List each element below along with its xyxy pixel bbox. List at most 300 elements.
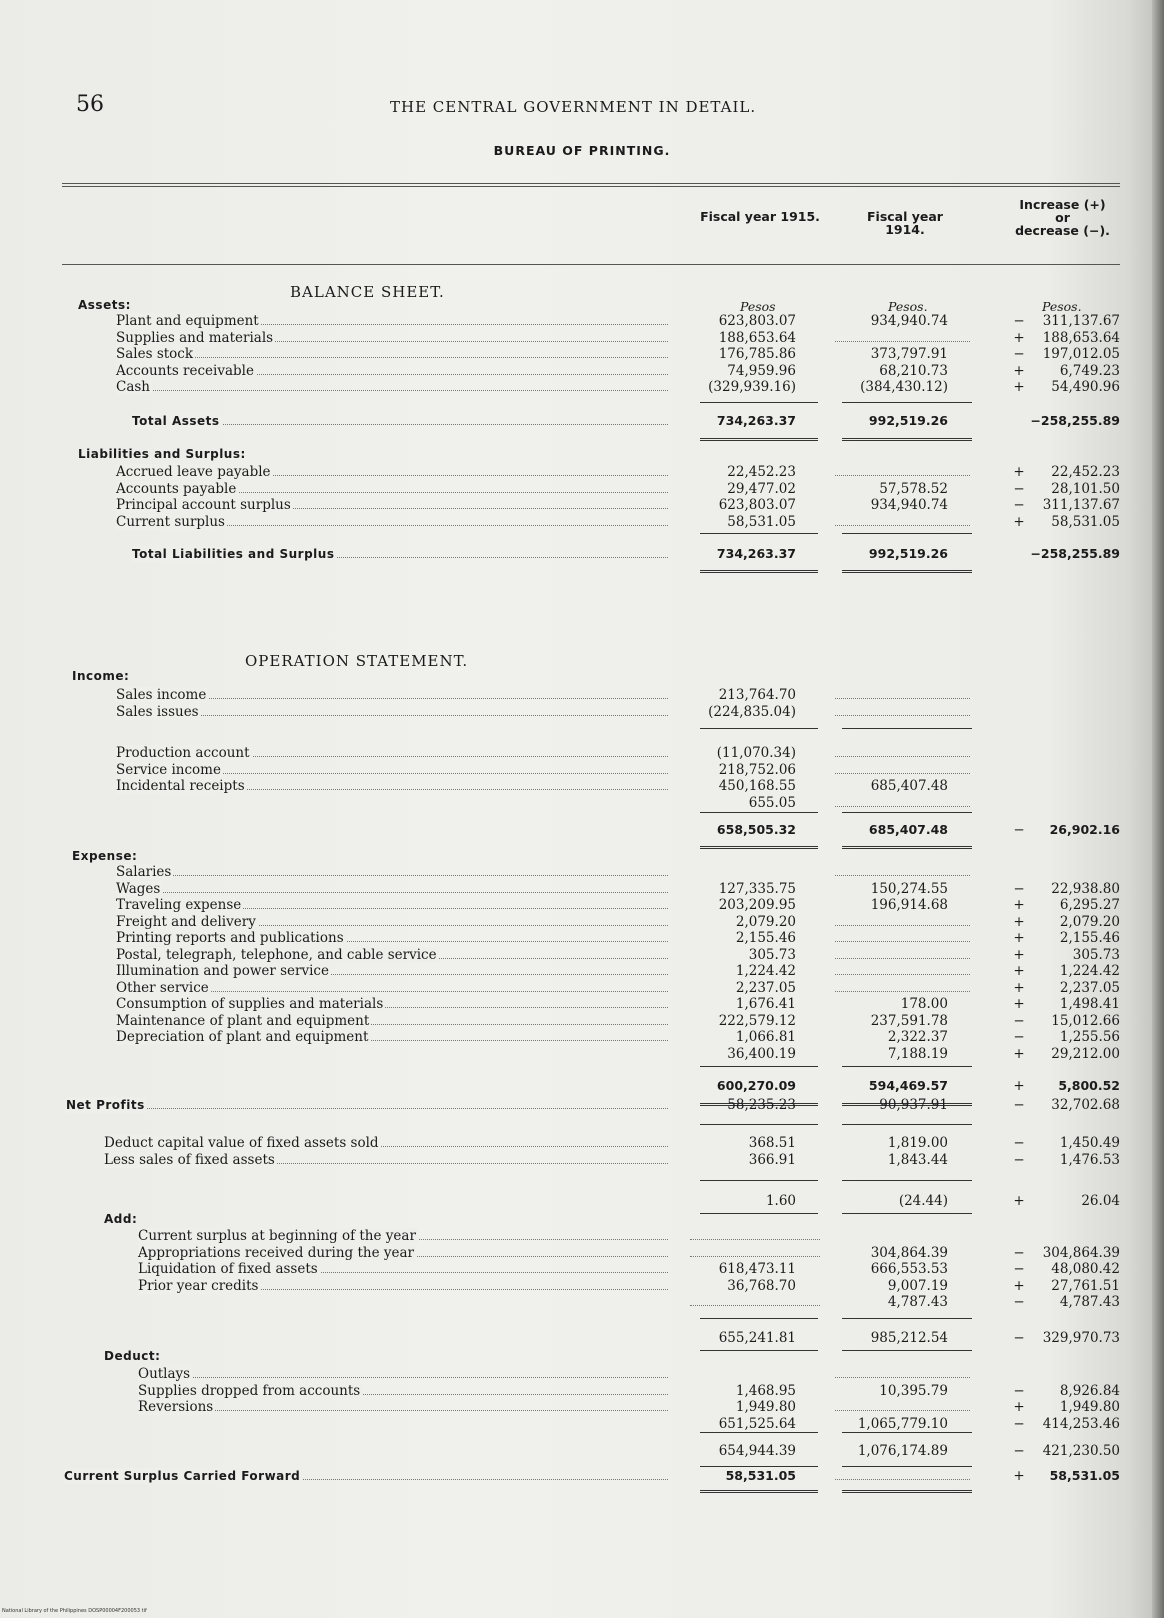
- value-1914: 666,553.53: [870, 1261, 948, 1277]
- value-1915: 58,531.05: [725, 1468, 796, 1483]
- blank-leader-1914: [835, 715, 970, 716]
- value-1915: 618,473.11: [718, 1261, 796, 1277]
- blank-leader-1914: [835, 941, 970, 942]
- change-sign: +: [1013, 979, 1025, 996]
- row-label-wrap: [116, 363, 668, 379]
- sum-rule: [700, 812, 818, 813]
- blank-leader-1914: [835, 475, 970, 476]
- value-change: 22,452.23: [1051, 464, 1120, 480]
- sum-rule: [842, 1432, 972, 1433]
- page-number: 56: [76, 92, 104, 117]
- value-1915: 58,235.23: [727, 1097, 796, 1113]
- leader-dots: [116, 892, 668, 893]
- blank-leader-1914: [835, 1377, 970, 1378]
- add-row: [0, 1245, 1164, 1261]
- change-sign: −: [1013, 1330, 1025, 1346]
- row-label: Service income: [116, 761, 221, 778]
- row-label: Accounts receivable: [116, 362, 254, 379]
- value-1915: 218,752.06: [718, 761, 796, 778]
- sum-rule: [700, 1180, 818, 1181]
- expense-row: [0, 996, 1164, 1012]
- row-label-wrap: [116, 346, 668, 362]
- value-change: 188,653.64: [1042, 329, 1120, 346]
- blank-leader-1915: [690, 1239, 820, 1240]
- row-label: Illumination and power service: [116, 963, 329, 979]
- value-1914: 992,519.26: [868, 546, 948, 561]
- sum-rule: [842, 1466, 972, 1467]
- row-label-wrap: [116, 464, 668, 480]
- row-label-wrap: [116, 481, 668, 497]
- change-sign: −: [1013, 1415, 1025, 1432]
- carried-forward-row: [0, 1468, 1164, 1484]
- value-1915: 734,263.37: [716, 413, 796, 428]
- change-sign: −: [1013, 1294, 1025, 1310]
- row-label-wrap: [116, 881, 668, 897]
- deduct-row: [0, 1383, 1164, 1399]
- value-1915: 188,653.64: [718, 329, 796, 346]
- column-header-1914: Fiscal year 1914.: [867, 209, 943, 237]
- double-rule: [700, 1490, 818, 1493]
- value-1914: 685,407.48: [868, 822, 948, 837]
- sum-rule: [842, 533, 972, 534]
- blank-leader-1914: [835, 341, 970, 342]
- value-change: 305.73: [1072, 946, 1120, 963]
- net-profits-row: [0, 1097, 1164, 1113]
- expense-heading-text: Expense:: [72, 849, 138, 863]
- unit-1914: Pesos.: [888, 299, 928, 314]
- row-label-wrap: [116, 897, 668, 913]
- value-1915: 74,959.96: [727, 362, 796, 379]
- value-1914: 985,212.54: [870, 1330, 948, 1346]
- change-sign: +: [1013, 1045, 1025, 1062]
- column-header-1915: Fiscal year 1915.: [700, 209, 820, 224]
- asset-row: [0, 313, 1164, 329]
- row-label: Accrued leave payable: [116, 464, 271, 480]
- row-label-wrap: [138, 1278, 668, 1294]
- change-sign: +: [1013, 1468, 1025, 1484]
- value-1914: 7,188.19: [887, 1045, 948, 1062]
- value-1915: 654,944.39: [718, 1443, 796, 1459]
- change-sign: −: [1013, 1012, 1025, 1029]
- double-rule: [842, 570, 972, 573]
- value-change: 1,949.80: [1059, 1399, 1120, 1415]
- blank-leader-1915: [690, 1305, 820, 1306]
- value-1915: 305.73: [748, 946, 796, 963]
- row-label: Deduct capital value of fixed assets sold: [104, 1135, 379, 1151]
- income-row: [0, 687, 1164, 703]
- blank-leader-1914: [835, 773, 970, 774]
- value-change: 5,800.52: [1058, 1078, 1120, 1093]
- value-1914: 10,395.79: [879, 1382, 948, 1399]
- row-label-wrap: [116, 996, 668, 1012]
- row-label: Liquidation of fixed assets: [138, 1261, 318, 1277]
- row-label: Incidental receipts: [116, 778, 245, 794]
- sum-rule: [700, 402, 818, 403]
- value-1915: 1,468.95: [735, 1382, 796, 1399]
- double-rule: [700, 570, 818, 573]
- deduct-total-row: [0, 1443, 1164, 1459]
- value-1915: 623,803.07: [718, 497, 796, 513]
- row-label: Plant and equipment: [116, 313, 259, 329]
- sum-rule: [700, 1318, 818, 1319]
- blank-leader-1914: [835, 925, 970, 926]
- leader-dots: [116, 390, 668, 391]
- sum-rule: [842, 812, 972, 813]
- change-sign: +: [1013, 464, 1025, 480]
- add-row: [0, 1278, 1164, 1294]
- change-sign: +: [1013, 1399, 1025, 1415]
- value-change: 1,255.56: [1059, 1029, 1120, 1045]
- income-heading: [0, 668, 1164, 684]
- leader-dots: [116, 875, 668, 876]
- change-sign: +: [1013, 946, 1025, 963]
- sum-rule: [842, 1180, 972, 1181]
- income-row: [0, 704, 1164, 720]
- value-1914: 68,210.73: [879, 362, 948, 379]
- blank-leader-1914: [835, 756, 970, 757]
- fixed-total-row: [0, 1193, 1164, 1209]
- row-label: Production account: [116, 745, 250, 761]
- unit-change: Pesos.: [1042, 299, 1082, 314]
- blank-leader-1915: [690, 1256, 820, 1257]
- value-change: 2,237.05: [1059, 979, 1120, 996]
- value-change: 6,295.27: [1059, 897, 1120, 913]
- liability-row: [0, 481, 1164, 497]
- add-total-row: [0, 1330, 1164, 1346]
- deduct-row: [0, 1416, 1164, 1432]
- value-change: −258,255.89: [1030, 546, 1120, 561]
- expense-total-row: [0, 1078, 1164, 1094]
- row-label: Freight and delivery: [116, 913, 256, 930]
- value-1914: 373,797.91: [870, 346, 948, 362]
- change-sign: −: [1013, 1135, 1025, 1151]
- add-row: [0, 1228, 1164, 1244]
- value-1914: 237,591.78: [870, 1012, 948, 1029]
- total-liabilities-row: [0, 546, 1164, 562]
- change-sign: +: [1013, 913, 1025, 930]
- value-1915: 734,263.37: [716, 546, 796, 561]
- value-change: 28,101.50: [1051, 480, 1120, 497]
- value-change: 311,137.67: [1042, 313, 1120, 329]
- deduct-row: [0, 1366, 1164, 1382]
- expense-row: [0, 947, 1164, 963]
- row-label-wrap: [116, 980, 668, 996]
- row-label-wrap: [66, 1097, 668, 1113]
- liabilities-heading: [0, 446, 1164, 462]
- liability-row: [0, 497, 1164, 513]
- value-1915: 1,224.42: [735, 963, 796, 979]
- row-label-wrap: [116, 914, 668, 930]
- row-label: Postal, telegraph, telephone, and cable service: [116, 946, 437, 963]
- row-label-wrap: [116, 379, 668, 395]
- change-sign: −: [1013, 1261, 1025, 1277]
- value-change: 1,476.53: [1059, 1151, 1120, 1168]
- value-1915: 127,335.75: [718, 880, 796, 897]
- value-1915: 36,400.19: [727, 1045, 796, 1062]
- blank-leader-1914: [835, 1479, 970, 1480]
- expense-row: [0, 1046, 1164, 1062]
- value-change: 421,230.50: [1042, 1443, 1120, 1459]
- total-assets-row: [0, 413, 1164, 429]
- value-1914: 1,065,779.10: [857, 1415, 948, 1432]
- value-change: 26,902.16: [1049, 822, 1120, 837]
- value-change: −258,255.89: [1030, 413, 1120, 428]
- change-sign: +: [1013, 1277, 1025, 1294]
- value-1915: (329,939.16): [708, 379, 796, 395]
- row-label: Maintenance of plant and equipment: [116, 1012, 370, 1029]
- row-label-wrap: [116, 930, 668, 946]
- value-1914: 196,914.68: [870, 897, 948, 913]
- add-row: [0, 1294, 1164, 1310]
- sum-rule: [842, 1066, 972, 1067]
- balance-sheet-title: BALANCE SHEET.: [290, 283, 445, 301]
- running-head: THE CENTRAL GOVERNMENT IN DETAIL.: [390, 98, 757, 116]
- leader-dots: [116, 357, 668, 358]
- row-label: Principal account surplus: [116, 497, 291, 513]
- change-sign: −: [1013, 1382, 1025, 1399]
- change-sign: +: [1013, 996, 1025, 1012]
- value-change: 311,137.67: [1042, 497, 1120, 513]
- double-rule: [842, 1490, 972, 1493]
- value-1914: 90,937.91: [879, 1097, 948, 1113]
- row-label: Supplies and materials: [116, 329, 274, 346]
- value-1915: 368.51: [748, 1135, 796, 1151]
- row-label: Cash: [116, 379, 151, 395]
- row-label: Sales stock: [116, 346, 194, 362]
- blank-leader-1914: [835, 525, 970, 526]
- row-label: Total Assets: [132, 414, 220, 428]
- value-change: 58,531.05: [1051, 513, 1120, 530]
- value-1915: 655,241.81: [718, 1330, 796, 1346]
- fixed-asset-row: [0, 1152, 1164, 1168]
- change-sign: −: [1013, 1029, 1025, 1045]
- value-change: 48,080.42: [1051, 1261, 1120, 1277]
- row-label: Accounts payable: [116, 480, 237, 497]
- asset-row: [0, 330, 1164, 346]
- sum-rule: [700, 1066, 818, 1067]
- row-label-wrap: [116, 514, 668, 530]
- value-change: 54,490.96: [1051, 379, 1120, 395]
- row-label: Traveling expense: [116, 897, 242, 913]
- row-label-wrap: [116, 313, 668, 329]
- expense-row: [0, 1029, 1164, 1045]
- value-1914: 150,274.55: [870, 880, 948, 897]
- expense-row: [0, 1013, 1164, 1029]
- row-label-wrap: [132, 546, 668, 562]
- change-sign: −: [1013, 1244, 1025, 1261]
- value-change: 1,498.41: [1059, 996, 1120, 1012]
- add-heading-text: Add:: [104, 1212, 138, 1226]
- value-change: 6,749.23: [1059, 362, 1120, 379]
- value-1915: 658,505.32: [716, 822, 796, 837]
- change-sign: −: [1013, 346, 1025, 362]
- value-1915: 1,066.81: [735, 1029, 796, 1045]
- change-sign: +: [1013, 897, 1025, 913]
- row-label: Net Profits: [66, 1098, 145, 1112]
- top-rule-2: [62, 186, 1120, 187]
- value-1914: 9,007.19: [887, 1277, 948, 1294]
- double-rule: [700, 438, 818, 441]
- value-change: 22,938.80: [1051, 880, 1120, 897]
- value-1915: 600,270.09: [716, 1078, 796, 1093]
- value-change: 4,787.43: [1059, 1294, 1120, 1310]
- row-label-wrap: [116, 1029, 668, 1045]
- row-label-wrap: [116, 687, 668, 703]
- value-1914: 685,407.48: [870, 778, 948, 794]
- expense-row: [0, 963, 1164, 979]
- assets-heading: [0, 297, 1164, 313]
- value-1915: 2,079.20: [735, 913, 796, 930]
- leader-dots: [138, 1410, 668, 1411]
- row-label: Consumption of supplies and materials: [116, 996, 384, 1012]
- row-label: Other service: [116, 979, 209, 996]
- value-1914: 178.00: [900, 996, 948, 1012]
- expense-row: [0, 881, 1164, 897]
- row-label-wrap: [138, 1228, 668, 1244]
- expense-row: [0, 897, 1164, 913]
- value-1915: 2,155.46: [735, 930, 796, 946]
- value-change: 197,012.05: [1042, 346, 1120, 362]
- income-row: [0, 778, 1164, 794]
- blank-leader-1914: [835, 1410, 970, 1411]
- row-label: Total Liabilities and Surplus: [132, 547, 335, 561]
- blank-leader-1914: [835, 958, 970, 959]
- value-change: 8,926.84: [1059, 1382, 1120, 1399]
- value-1914: 57,578.52: [879, 480, 948, 497]
- row-label-wrap: [116, 778, 668, 794]
- blank-leader-1914: [835, 698, 970, 699]
- row-label-wrap: [64, 1468, 668, 1484]
- value-1915: 1,949.80: [735, 1399, 796, 1415]
- row-label-wrap: [104, 1135, 668, 1151]
- leader-dots: [66, 1108, 668, 1109]
- deduct-row: [0, 1399, 1164, 1415]
- column-header-change: Increase (+) or decrease (−).: [1015, 197, 1110, 238]
- double-rule: [842, 438, 972, 441]
- value-change: 15,012.66: [1051, 1012, 1120, 1029]
- row-label-wrap: [138, 1366, 668, 1382]
- change-sign: +: [1013, 1193, 1025, 1209]
- expense-row: [0, 980, 1164, 996]
- row-label-wrap: [116, 330, 668, 346]
- change-sign: −: [1013, 1443, 1025, 1459]
- unit-1915: Pesos: [740, 299, 776, 314]
- row-label-wrap: [116, 497, 668, 513]
- income-total-row: [0, 822, 1164, 838]
- change-sign: −: [1013, 1151, 1025, 1168]
- sum-rule: [700, 1124, 818, 1125]
- liability-row: [0, 514, 1164, 530]
- change-sign: −: [1013, 480, 1025, 497]
- value-change: 2,079.20: [1059, 913, 1120, 930]
- value-1915: 203,209.95: [718, 897, 796, 913]
- value-change: 1,450.49: [1059, 1135, 1120, 1151]
- value-change: 1,224.42: [1059, 963, 1120, 979]
- sum-rule: [700, 533, 818, 534]
- operation-statement-title: OPERATION STATEMENT.: [245, 652, 469, 670]
- value-1915: 29,477.02: [727, 480, 796, 497]
- blank-leader-1914: [835, 991, 970, 992]
- change-sign: +: [1013, 1078, 1025, 1094]
- row-label-wrap: [138, 1261, 668, 1277]
- change-sign: −: [1013, 497, 1025, 513]
- expense-row: [0, 864, 1164, 880]
- leader-dots: [138, 1377, 668, 1378]
- asset-row: [0, 346, 1164, 362]
- value-1915: 222,579.12: [718, 1012, 796, 1029]
- value-1914: 934,940.74: [870, 313, 948, 329]
- value-1915: 22,452.23: [727, 464, 796, 480]
- row-label-wrap: [138, 1383, 668, 1399]
- footer-source: National Library of the Philippines DOSP00004F200053 tif: [2, 1608, 147, 1614]
- bureau-title: BUREAU OF PRINTING.: [493, 143, 671, 158]
- row-label: Prior year credits: [138, 1277, 259, 1294]
- sum-rule: [842, 402, 972, 403]
- value-1915: 2,237.05: [735, 979, 796, 996]
- assets-heading-text: Assets:: [78, 298, 131, 312]
- change-sign: +: [1013, 329, 1025, 346]
- value-1914: 594,469.57: [868, 1078, 948, 1093]
- row-label-wrap: [116, 762, 668, 778]
- sum-rule: [700, 728, 818, 729]
- row-label: Current Surplus Carried Forward: [64, 1469, 301, 1483]
- value-change: 414,253.46: [1042, 1415, 1120, 1432]
- liabilities-heading-text: Liabilities and Surplus:: [78, 447, 246, 461]
- row-label: Printing reports and publications: [116, 930, 344, 946]
- value-1914: 2,322.37: [887, 1029, 948, 1045]
- row-label: Supplies dropped from accounts: [138, 1382, 361, 1399]
- value-change: 26.04: [1081, 1193, 1120, 1209]
- row-label-wrap: [138, 1245, 668, 1261]
- value-1914: 1,819.00: [887, 1135, 948, 1151]
- row-label: Salaries: [116, 864, 172, 880]
- row-label: Sales income: [116, 687, 207, 703]
- value-1915: (224,835.04): [708, 703, 796, 720]
- value-1915: 176,785.86: [718, 346, 796, 362]
- row-label: Outlays: [138, 1366, 191, 1382]
- sum-rule: [700, 1466, 818, 1467]
- blank-leader-1914: [835, 875, 970, 876]
- value-change: 58,531.05: [1049, 1468, 1120, 1483]
- row-label-wrap: [116, 745, 668, 761]
- value-1914: (384,430.12): [860, 379, 948, 395]
- row-label-wrap: [116, 704, 668, 720]
- row-label: Less sales of fixed assets: [104, 1151, 275, 1168]
- row-label-wrap: [104, 1152, 668, 1168]
- top-rule: [62, 183, 1120, 184]
- value-1915: 366.91: [748, 1151, 796, 1168]
- value-change: 329,970.73: [1042, 1330, 1120, 1346]
- value-1915: 623,803.07: [718, 313, 796, 329]
- value-1915: 1.60: [765, 1193, 796, 1209]
- deduct-heading: [0, 1348, 1164, 1364]
- value-1915: 58,531.05: [727, 513, 796, 530]
- change-sign: +: [1013, 930, 1025, 946]
- value-1914: (24.44): [898, 1193, 948, 1209]
- row-label: Reversions: [138, 1399, 214, 1415]
- row-label: Sales issues: [116, 703, 199, 720]
- value-1915: 655.05: [748, 794, 796, 811]
- change-sign: −: [1013, 880, 1025, 897]
- change-sign: −: [1013, 822, 1025, 838]
- expense-heading: [0, 848, 1164, 864]
- liability-row: [0, 464, 1164, 480]
- value-1915: 213,764.70: [718, 687, 796, 703]
- expense-row: [0, 914, 1164, 930]
- row-label-wrap: [116, 1013, 668, 1029]
- header-bottom-rule: [62, 264, 1120, 265]
- income-row: [0, 762, 1164, 778]
